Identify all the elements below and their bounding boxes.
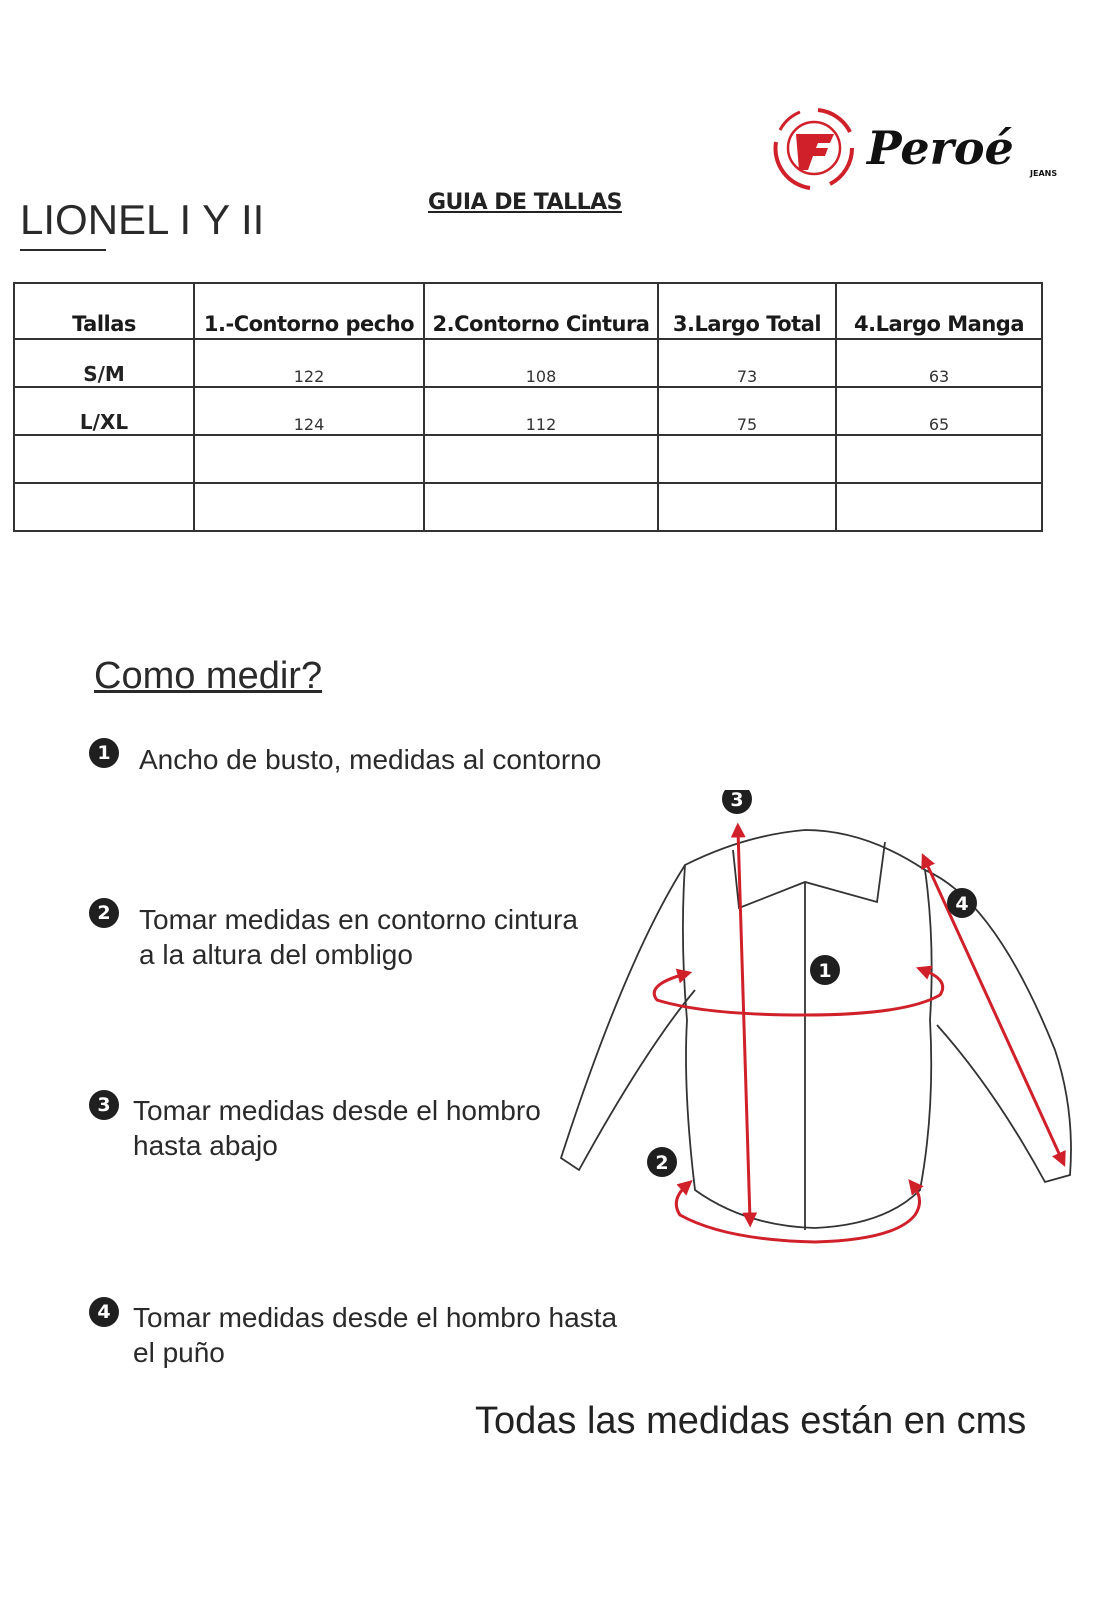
- table-cell: [836, 483, 1042, 531]
- size-cell: L/XL: [14, 387, 194, 435]
- step-1-badge: 1: [89, 738, 119, 768]
- table-cell: [424, 483, 658, 531]
- shirt-measure-diagram: [555, 790, 1095, 1270]
- marker-4-icon: [947, 888, 977, 918]
- header-cell: Tallas: [14, 283, 194, 339]
- table-cell: [14, 435, 194, 483]
- table-cell: [658, 483, 836, 531]
- step-4-text: [133, 1300, 617, 1370]
- brand-emblem-icon: [775, 110, 852, 188]
- table-cell: 108: [424, 339, 658, 387]
- measure-lines: [654, 830, 1062, 1242]
- guide-title: GUIA DE TALLAS: [428, 190, 622, 215]
- svg-text:3: 3: [730, 790, 744, 811]
- marker-3-icon: [722, 790, 752, 814]
- step-3-badge: 3: [89, 1090, 119, 1120]
- header-cell: 1.-Contorno pecho: [194, 283, 424, 339]
- header-cell: 4.Largo Manga: [836, 283, 1042, 339]
- product-title: LIONEL I Y II: [20, 196, 265, 243]
- table-cell: [836, 435, 1042, 483]
- step-line: el puño: [133, 1337, 225, 1368]
- how-to-title: Como medir?: [94, 655, 323, 697]
- brand-sub: JEANS: [1030, 169, 1058, 178]
- table-row: [14, 387, 1042, 435]
- table-cell: 112: [424, 387, 658, 435]
- size-cell: S/M: [14, 339, 194, 387]
- step-line: a la altura del ombligo: [139, 939, 413, 970]
- table-cell: 124: [194, 387, 424, 435]
- size-table: [13, 282, 1043, 532]
- step-3-text: [133, 1093, 541, 1163]
- step-2-badge: 2: [89, 898, 119, 928]
- table-row: [14, 339, 1042, 387]
- shirt-outline: [561, 830, 1071, 1230]
- step-2-text: [139, 902, 578, 972]
- table-cell: 73: [658, 339, 836, 387]
- table-cell: [14, 483, 194, 531]
- brand-name: Peroé: [867, 121, 1014, 175]
- table-cell: 63: [836, 339, 1042, 387]
- step-line: Tomar medidas en contorno cintura: [139, 904, 578, 935]
- table-cell: 75: [658, 387, 836, 435]
- step-1-text: [139, 742, 601, 777]
- marker-2-icon: [647, 1147, 677, 1177]
- header-cell: 3.Largo Total: [658, 283, 836, 339]
- svg-text:1: 1: [818, 960, 832, 982]
- header-cell: 2.Contorno Cintura: [424, 283, 658, 339]
- table-cell: [424, 435, 658, 483]
- marker-1-icon: [810, 955, 840, 985]
- table-cell: 65: [836, 387, 1042, 435]
- step-line: Tomar medidas desde el hombro hasta: [133, 1302, 618, 1333]
- title-underline: [20, 249, 106, 251]
- table-cell: 122: [194, 339, 424, 387]
- table-row: [14, 435, 1042, 483]
- table-cell: [194, 435, 424, 483]
- svg-text:2: 2: [655, 1152, 669, 1174]
- table-header-row: [14, 283, 1042, 339]
- brand-logo: [770, 102, 1080, 202]
- step-line: Ancho de busto, medidas al contorno: [139, 744, 602, 775]
- table-row: [14, 483, 1042, 531]
- step-line: Tomar medidas desde el hombro: [133, 1095, 541, 1126]
- step-line: hasta abajo: [133, 1130, 278, 1161]
- footer-note: Todas las medidas están en cms: [475, 1400, 1027, 1442]
- svg-text:4: 4: [955, 893, 969, 915]
- table-cell: [194, 483, 424, 531]
- table-cell: [658, 435, 836, 483]
- step-4-badge: 4: [89, 1297, 119, 1327]
